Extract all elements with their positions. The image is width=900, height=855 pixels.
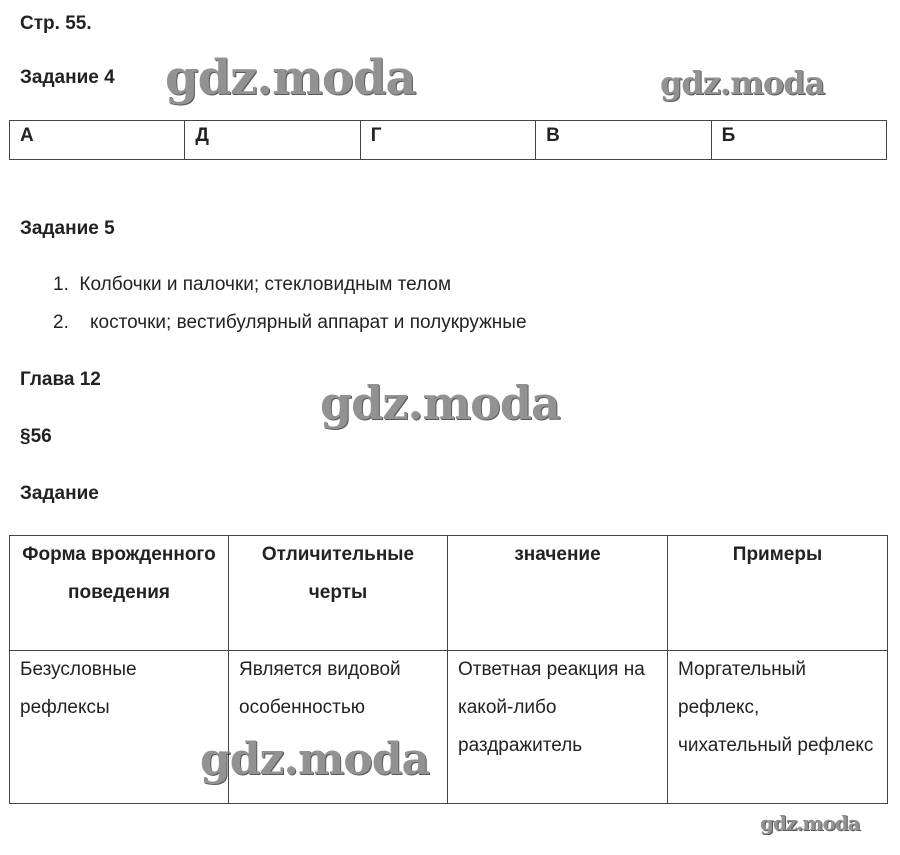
innate-behavior-table xyxy=(9,535,888,804)
watermark-logo: gdz.moda xyxy=(200,734,430,785)
watermark-logo: gdz.moda xyxy=(165,50,416,106)
header-cell: значение xyxy=(448,536,668,651)
answer-cell: Б xyxy=(711,121,886,160)
table-row xyxy=(10,651,888,804)
list-item xyxy=(53,274,451,296)
page-label: Стр. 55. xyxy=(20,13,92,34)
task5-title: Задание 5 xyxy=(20,218,115,239)
header-cell: Форма врожденного поведения xyxy=(10,536,229,651)
header-cell: Примеры xyxy=(668,536,888,651)
answer-cell: А xyxy=(10,121,185,160)
table-cell: Безусловные рефлексы xyxy=(10,651,229,804)
chapter-heading: Глава 12 xyxy=(20,369,101,390)
task4-title: Задание 4 xyxy=(20,67,115,88)
answer-cell: В xyxy=(536,121,711,160)
list-number: 1. xyxy=(53,274,69,295)
table-cell: Ответная реакция на какой-либо раздражитель xyxy=(448,651,668,804)
list-text: косточки; вестибулярный аппарат и полукружные xyxy=(84,312,527,333)
task-title: Задание xyxy=(20,483,99,504)
watermark-logo: gdz.moda xyxy=(320,376,560,430)
section-heading: §56 xyxy=(20,426,52,447)
watermark-logo: gdz.moda xyxy=(760,811,860,835)
list-item xyxy=(53,312,527,334)
answer-cell: Д xyxy=(185,121,360,160)
watermark-logo: gdz.moda xyxy=(660,64,825,102)
task4-answer-table xyxy=(9,120,887,160)
table-cell: Моргательный рефлекс, чихательный рефлекс xyxy=(668,651,888,804)
table-cell: Является видовой особенностью xyxy=(229,651,448,804)
answer-cell: Г xyxy=(360,121,535,160)
list-number: 2. xyxy=(53,312,69,333)
list-text: Колбочки и палочки; стекловидным телом xyxy=(79,274,452,295)
header-cell: Отличительные черты xyxy=(229,536,448,651)
